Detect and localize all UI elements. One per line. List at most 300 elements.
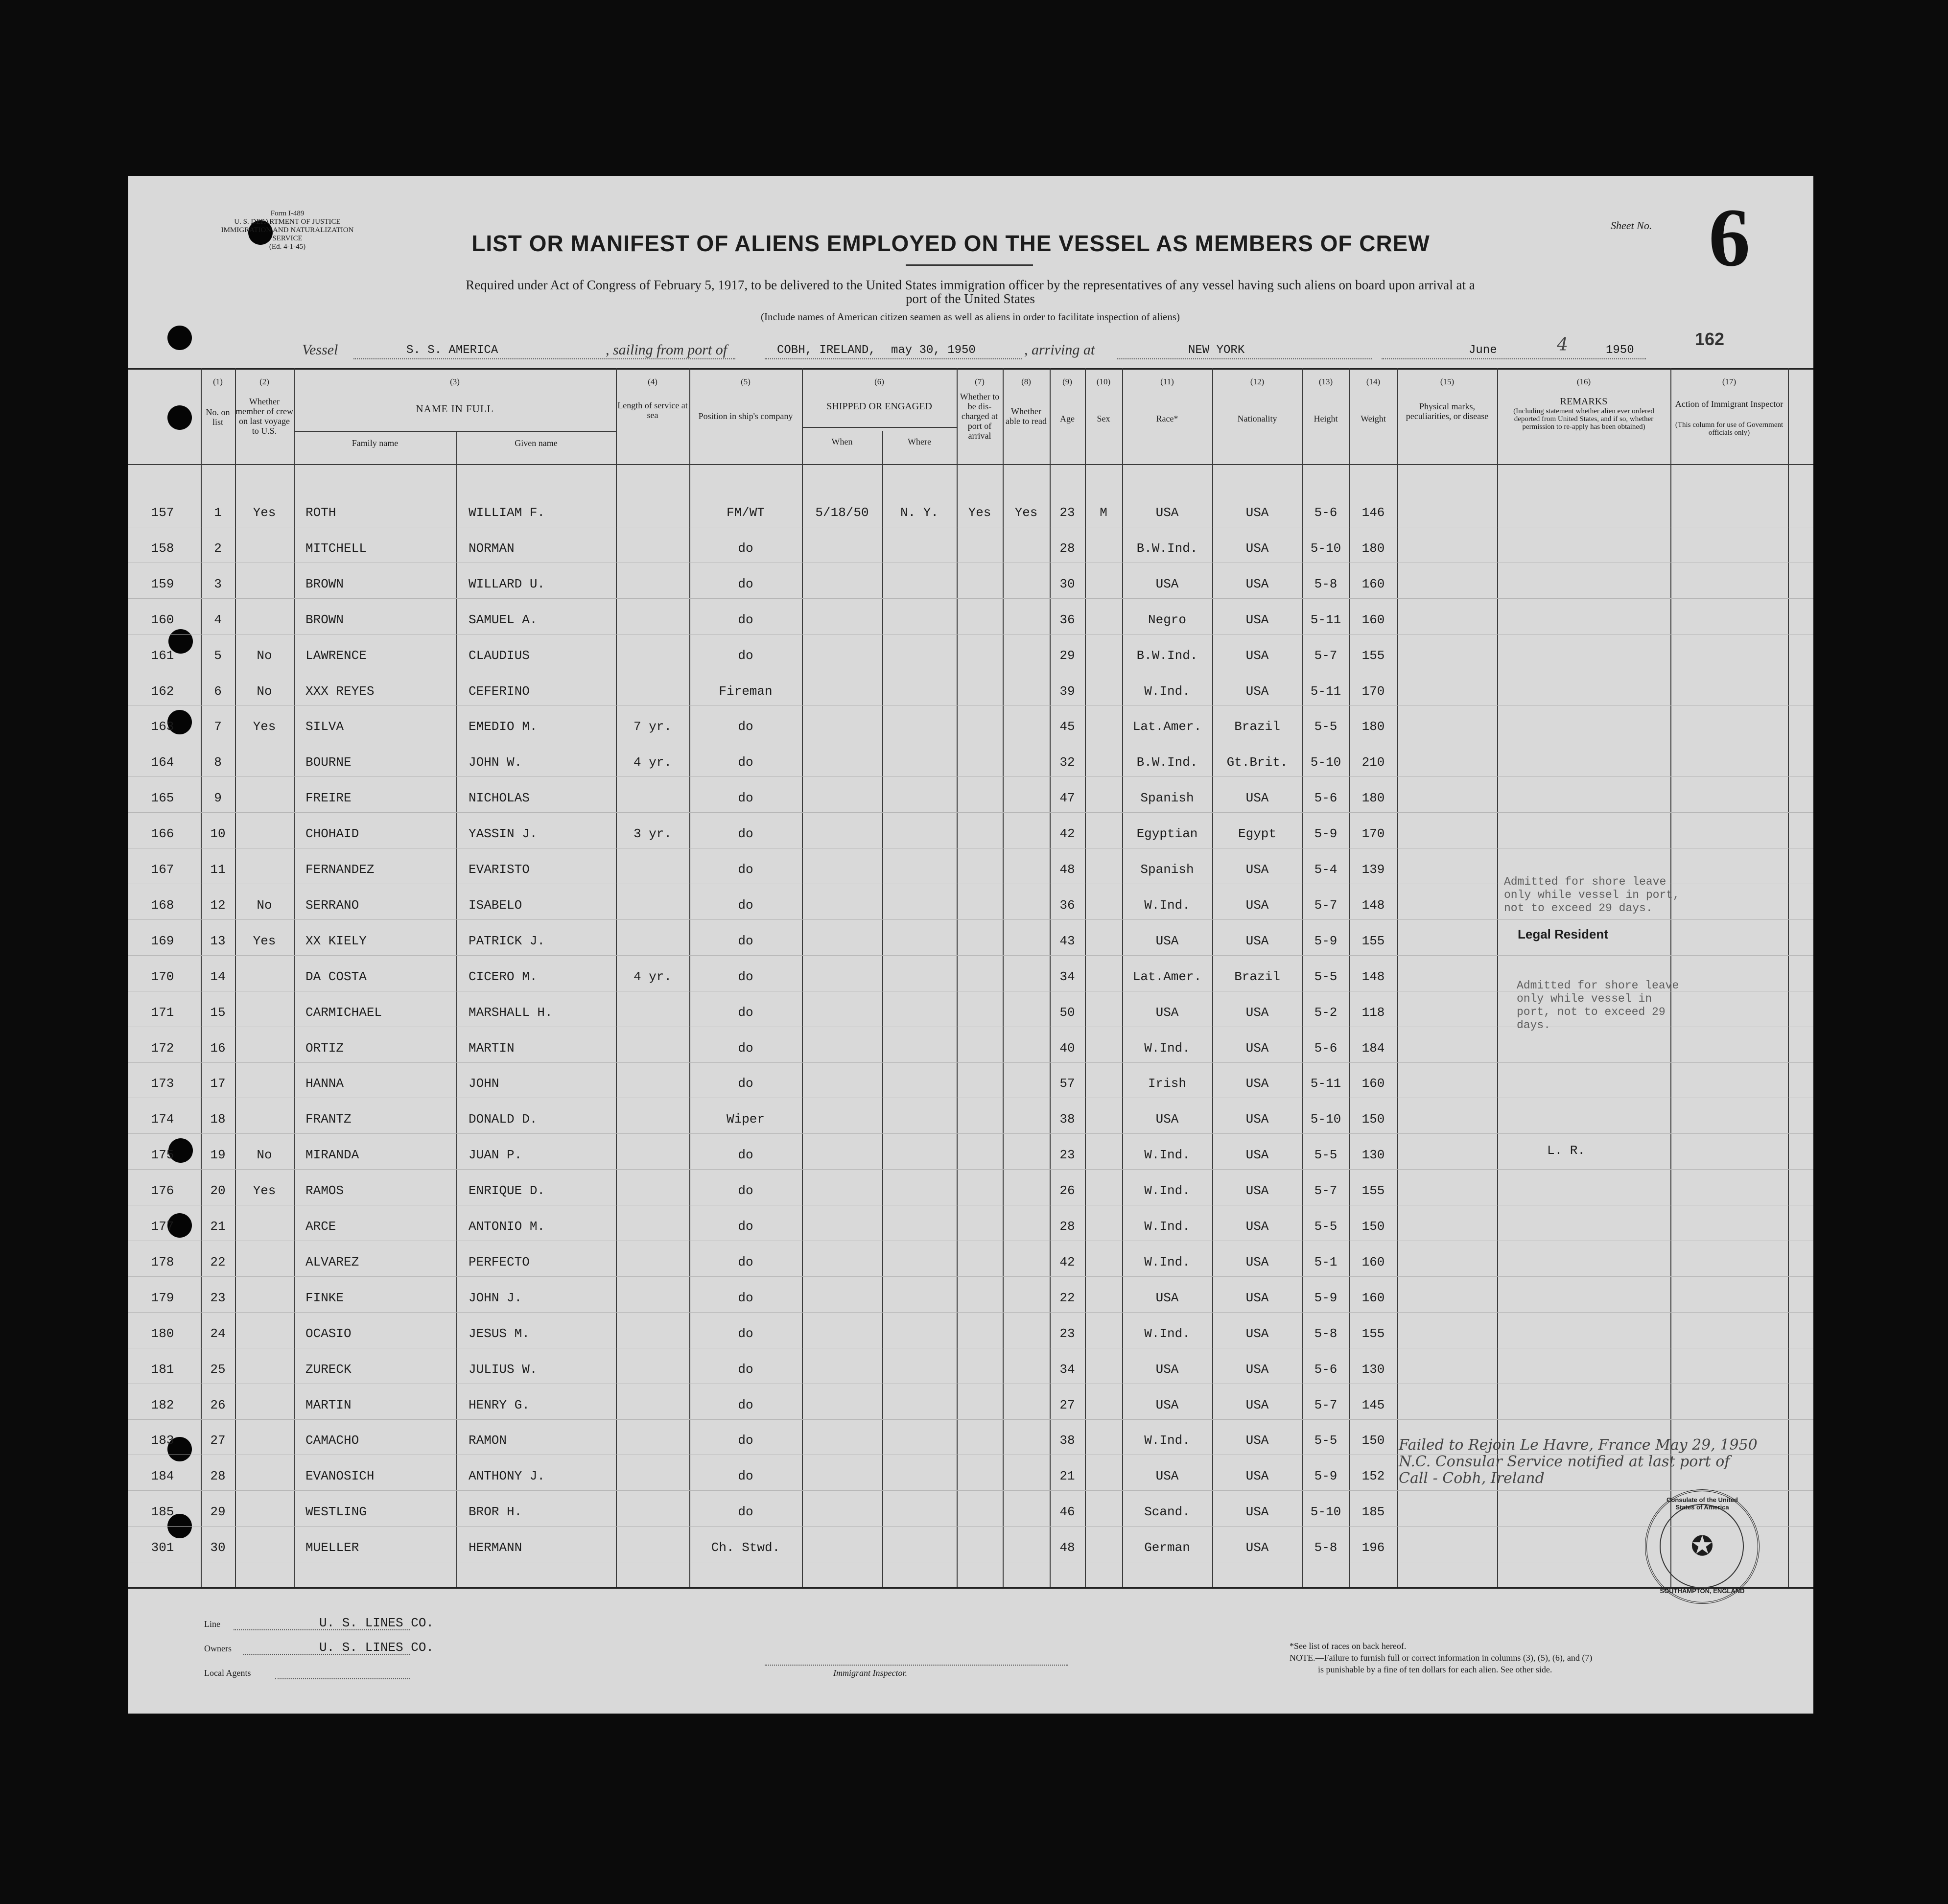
cell-no: 9: [214, 791, 222, 805]
cell-race: W.Ind.: [1144, 1326, 1190, 1341]
cell-position: Fireman: [719, 684, 773, 699]
cell-weight: 170: [1361, 826, 1385, 841]
col-remarks: REMARKS: [1560, 396, 1608, 407]
cell-race: USA: [1155, 934, 1179, 948]
arrival-year: 1950: [1606, 344, 1634, 357]
cell-position: do: [738, 612, 753, 627]
cell-age: 39: [1059, 684, 1075, 699]
cell-nationality: USA: [1245, 1362, 1269, 1377]
row-rule: [128, 919, 1813, 920]
cell-race: USA: [1155, 505, 1179, 520]
row-rule: [128, 776, 1813, 777]
table-bottom-border: [128, 1587, 1813, 1589]
cell-height: 5-6: [1314, 1362, 1338, 1377]
col-shipped-or-engaged: SHIPPED OR ENGAGED: [826, 401, 932, 412]
cell-race: USA: [1155, 1005, 1179, 1020]
row-rule: [128, 1490, 1813, 1491]
cell-age: 29: [1059, 648, 1075, 663]
col-age: Age: [1060, 414, 1075, 423]
cell-given: PERFECTO: [469, 1255, 530, 1269]
cell-age: 28: [1059, 541, 1075, 556]
cell-ref: 171: [151, 1005, 174, 1020]
cell-nationality: Brazil: [1234, 969, 1280, 984]
cell-position: do: [738, 1219, 753, 1234]
cell-age: 26: [1059, 1183, 1075, 1198]
remark-shore-leave-chohaid: Admitted for shore leave only while vessel in port, not to exceed 29 days.: [1517, 979, 1679, 1032]
cell-ref: 158: [151, 541, 174, 556]
cell-given: CLAUDIUS: [469, 648, 530, 663]
column-rule: [235, 368, 236, 1587]
cell-race: German: [1144, 1540, 1190, 1555]
sheet-number-label: Sheet No.: [1611, 219, 1652, 232]
cell-height: 5-8: [1314, 577, 1338, 591]
cell-age: 34: [1059, 1362, 1075, 1377]
cell-age: 48: [1059, 862, 1075, 877]
cell-weight: 150: [1361, 1112, 1385, 1127]
cell-race: USA: [1155, 1362, 1179, 1377]
cell-age: 42: [1059, 826, 1075, 841]
cell-height: 5-9: [1314, 1291, 1338, 1305]
cell-no: 12: [210, 898, 226, 913]
cell-race: Spanish: [1140, 862, 1194, 877]
cell-race: USA: [1155, 1291, 1179, 1305]
cell-family: ORTIZ: [305, 1041, 344, 1056]
cell-age: 57: [1059, 1076, 1075, 1091]
cell-family: XXX REYES: [305, 684, 375, 699]
row-rule: [128, 955, 1813, 956]
cell-no: 23: [210, 1291, 226, 1305]
cell-no: 2: [214, 541, 222, 556]
cell-height: 5-10: [1310, 1112, 1341, 1127]
cell-age: 27: [1059, 1398, 1075, 1412]
col-physical-marks: Physical marks, peculiarities, or disease: [1406, 401, 1489, 421]
cell-height: 5-9: [1314, 1469, 1338, 1483]
cell-family: FERNANDEZ: [305, 862, 375, 877]
cell-position: do: [738, 1291, 753, 1305]
col-weight: Weight: [1361, 414, 1386, 423]
cell-given: JOHN J.: [469, 1291, 522, 1305]
cell-ref: 157: [151, 505, 174, 520]
cell-nationality: USA: [1245, 898, 1269, 913]
cell-last: No: [257, 648, 272, 663]
cell-height: 5-8: [1314, 1540, 1338, 1555]
cell-given: CICERO M.: [469, 969, 538, 984]
remark-shore-leave-silva: Admitted for shore leave only while vessel in port, not to exceed 29 days.: [1504, 875, 1680, 915]
cell-no: 10: [210, 826, 226, 841]
cell-nationality: USA: [1245, 1469, 1269, 1483]
cell-position: do: [738, 1148, 753, 1162]
row-rule: [128, 1526, 1813, 1527]
cell-age: 28: [1059, 1219, 1075, 1234]
cell-ref: 168: [151, 898, 174, 913]
column-rule: [1085, 368, 1086, 1587]
cell-ref: 177: [151, 1219, 174, 1234]
cell-ref: 180: [151, 1326, 174, 1341]
cell-height: 5-5: [1314, 1148, 1338, 1162]
remark-legal-resident: Legal Resident: [1518, 927, 1608, 941]
form-identifier: Form I-489 U. S. DEPARTMENT OF JUSTICE IMMIGRATION AND NATURALIZATION SERVICE (Ed. 4-1-45): [221, 210, 354, 251]
cell-race: B.W.Ind.: [1136, 541, 1198, 556]
cell-position: do: [738, 1076, 753, 1091]
cell-read: Yes: [1014, 505, 1038, 520]
cell-no: 18: [210, 1112, 226, 1127]
cell-ref: 301: [151, 1540, 174, 1555]
cell-given: NICHOLAS: [469, 791, 530, 805]
cell-no: 19: [210, 1148, 226, 1162]
row-rule: [128, 1062, 1813, 1063]
vessel-name: S. S. AMERICA: [406, 344, 498, 357]
cell-given: SAMUEL A.: [469, 612, 538, 627]
cell-given: RAMON: [469, 1433, 507, 1448]
cell-race: Egyptian: [1136, 826, 1198, 841]
cell-no: 7: [214, 719, 222, 734]
cell-age: 40: [1059, 1041, 1075, 1056]
cell-race: USA: [1155, 1112, 1179, 1127]
cell-weight: 150: [1361, 1433, 1385, 1448]
cell-position: do: [738, 969, 753, 984]
cell-family: MITCHELL: [305, 541, 367, 556]
cell-weight: 145: [1361, 1398, 1385, 1412]
departure-date: may 30, 1950: [891, 344, 976, 357]
cell-weight: 155: [1361, 934, 1385, 948]
cell-weight: 160: [1361, 612, 1385, 627]
cell-where: N. Y.: [900, 505, 939, 520]
arrival-month: June: [1469, 344, 1497, 357]
cell-given: JULIUS W.: [469, 1362, 538, 1377]
immigrant-inspector-label: Immigrant Inspector.: [833, 1668, 907, 1678]
cell-age: 38: [1059, 1112, 1075, 1127]
cell-no: 24: [210, 1326, 226, 1341]
cell-family: BROWN: [305, 612, 344, 627]
cell-age: 30: [1059, 577, 1075, 591]
cell-ref: 172: [151, 1041, 174, 1056]
subtitle-note: (Include names of American citizen seamen as well as aliens in order to facilitate inspection of aliens): [760, 311, 1180, 323]
cell-position: do: [738, 541, 753, 556]
cell-given: WILLIAM F.: [469, 505, 545, 520]
cell-family: FREIRE: [305, 791, 352, 805]
cell-weight: 180: [1361, 719, 1385, 734]
cell-race: Lat.Amer.: [1132, 969, 1202, 984]
col-last-voyage: Whether member of crew on last voyage to U.S.: [235, 397, 293, 436]
cell-no: 6: [214, 684, 222, 699]
column-rule: [456, 431, 457, 1587]
row-rule: [128, 1312, 1813, 1313]
cell-family: CHOHAID: [305, 826, 359, 841]
cell-given: HENRY G.: [469, 1398, 530, 1412]
cell-race: W.Ind.: [1144, 1219, 1190, 1234]
cell-height: 5-5: [1314, 1433, 1338, 1448]
cell-ref: 164: [151, 755, 174, 770]
footer-notes: *See list of races on back hereof. NOTE.—Failure to furnish full or correct information in columns (3), (5), (6), and (7) is punishable by a fine of ten dollars for each alien. See other side.: [1290, 1641, 1593, 1674]
row-rule: [128, 598, 1813, 599]
cell-height: 5-4: [1314, 862, 1338, 877]
cell-age: 23: [1059, 1326, 1075, 1341]
cell-ref: 176: [151, 1183, 174, 1198]
cell-race: W.Ind.: [1144, 898, 1190, 913]
cell-family: BOURNE: [305, 755, 352, 770]
cell-ref: 181: [151, 1362, 174, 1377]
cell-ref: 174: [151, 1112, 174, 1127]
cell-race: USA: [1155, 1469, 1179, 1483]
cell-family: FINKE: [305, 1291, 344, 1305]
cell-given: NORMAN: [469, 541, 515, 556]
cell-height: 5-8: [1314, 1326, 1338, 1341]
cell-height: 5-6: [1314, 1041, 1338, 1056]
cell-nationality: USA: [1245, 541, 1269, 556]
title-rule: [906, 264, 1033, 266]
subtitle: Required under Act of Congress of February 5, 1917, to be delivered to the United States immigration officer by the representatives of any vessel having such aliens on board upon arrival at a port of the United States: [466, 278, 1475, 306]
cell-ref: 162: [151, 684, 174, 699]
cell-weight: 152: [1361, 1469, 1385, 1483]
cell-family: MIRANDA: [305, 1148, 359, 1162]
column-rule: [957, 368, 958, 1587]
cell-nationality: USA: [1245, 1291, 1269, 1305]
cell-weight: 155: [1361, 1183, 1385, 1198]
cell-height: 5-7: [1314, 648, 1338, 663]
manifest-sheet: Form I-489 U. S. DEPARTMENT OF JUSTICE IMMIGRATION AND NATURALIZATION SERVICE (Ed. 4-1-45) Sheet No. 6 162 LIST OR MANIFEST OF ALIENS EMPLOYED ON THE VESSEL AS MEMBERS OF CREW Required under Act of Congress of February 5, 1917, to be delivered to the United States immigration officer by the representatives of any vessel having such aliens on board upon arrival at a port of the United States (Include names of American citizen seamen as well as aliens in order to facilitate inspection of aliens) Vessel S. S. AMERICA , sailing from port of COBH, IRELAND, may 30, 1950 , arriving at NEW YORK June 4 1950 (1) No. on list (2) Whether member of crew on last voyage to U.S. (3) NAME IN FULL Family name Given name (4) Length of service at sea (5) Position in ship's company (6) SHIPPED OR ENGAGED When Where (7) Whether to be dis-charged at port of arrival (8) Whether able to read (9) Age (10) Sex (11) Race* (12) Nationality (13) Height (14) Weight (15) Physical marks, peculiarities, or disease (16) REMARKS (Including statement whether alien ever ordered deported from United States, and if so, whether permission to re-apply has been obtained) (17) Action of Immigrant Inspector (This column for use of Government officials only) 157 1 Yes ROTH WILLIAM F. FM/WT 5/18/50 N. Y. Yes Yes 23 M USA USA 5-6 146 158 2 MITCHELL NORMAN do 28 B.W.Ind. USA 5-10 180 159 3 BROWN WILLARD U. do 30 USA USA 5-8 160 160 4 BROWN SAMUEL A. do 36 Negro USA 5-11 160 161 5 No LAWRENCE CLAUDIUS do 29 B.W.Ind. USA 5-7 155 162 6 No XXX REYES CEFERINO Fireman 39 W.Ind. USA 5-11 170 163 7 Yes SILVA EMEDIO M. 7 yr. do 45 Lat.Amer. Brazil 5-5 180 164 8 BOURNE JOHN W. 4 yr. do 32 B.W.Ind. Gt.Brit. 5-10 210 165 9 FREIRE NICHOLAS do 47 Spanish USA 5-6 180 166 10 CHOHAID YASSIN J. 3 yr. do 42 Egyptian Egypt 5-9 170 167 11 FERNANDEZ EVARISTO do 48 Spanish USA 5-4 139 168 12 No SERRANO ISABELO do 36 W.Ind. USA 5-7 148 169 13 Yes XX KIELY PATRICK J. do 43 USA USA 5-9 155 170 14 DA COSTA CICERO M. 4 yr. do 34 Lat.Amer. Brazil 5-5 148 171 15 CARMICHAEL MARSHALL H. do 50 USA USA 5-2 118 172 16 ORTIZ MARTIN do 40 W.Ind. USA 5-6 184 173 17 HANNA JOHN do 57 Irish USA 5-11 160 174 18 FRANTZ DONALD D. Wiper 38 USA USA 5-10 150 175 19 No MIRANDA JUAN P. do 23 W.Ind. USA 5-5 130 176 20 Yes RAMOS ENRIQUE D. do 26 W.Ind. USA 5-7 155 177 21 ARCE ANTONIO M. do 28 W.Ind. USA 5-5 150 178 22 ALVAREZ PERFECTO do 42 W.Ind. USA 5-1 160 179 23 FINKE JOHN J. do 22 USA USA 5-9 160 180 24 OCASIO JESUS M. do 23 W.Ind. USA 5-8 155 181 25 ZURECK JULIUS W. do 34 USA USA 5-6 130 182 26 MARTIN HENRY G. do 27 USA USA 5-7 145 183 27 CAMACHO RAMON do 38 W.Ind. USA 5-5 150 184 28 EVANOSICH ANTHONY J. do 21 USA USA 5-9 152 185 29 WESTLING BROR H. do 46 Scand. USA 5-10 185 301 30 MUELLER HERMANN Ch. Stwd. 48 German USA 5-8 196 Admitted for shore leave only while vessel in port, not to exceed 29 days. Legal Resident Admitted for shore leave only while vessel in port, not to exceed 29 days. L. R. Failed to Rejoin Le Havre, France May 29, 1950 N.C. Consular Service notified at last port of Call - Cobh, Ireland Consulate of the United States of America ✪ SOUTHAMPTON, ENGLAND Line U. S. LINES CO. Owners U. S. LINES CO. Local Agents Immigrant Inspector. *See list of races on back hereof. NOTE.—Failure to furnish full or correct information in columns (3), (5), (6), and (7) is punishable by a fine of ten dollars for each alien. See other side.: [128, 176, 1813, 1714]
col-length-of-service: Length of service at sea: [617, 400, 688, 420]
cell-last: No: [257, 684, 272, 699]
line-value: U. S. LINES CO.: [319, 1616, 434, 1630]
cell-race: USA: [1155, 1398, 1179, 1412]
cell-height: 5-7: [1314, 1398, 1338, 1412]
cell-no: 1: [214, 505, 222, 520]
col-given-name: Given name: [515, 438, 558, 448]
cell-family: HANNA: [305, 1076, 344, 1091]
cell-nationality: USA: [1245, 505, 1269, 520]
page-stamp: 162: [1695, 329, 1725, 349]
cell-no: 28: [210, 1469, 226, 1483]
cell-race: W.Ind.: [1144, 1148, 1190, 1162]
cell-nationality: Brazil: [1234, 719, 1280, 734]
cell-nationality: USA: [1245, 577, 1269, 591]
cell-weight: 150: [1361, 1219, 1385, 1234]
row-rule: [128, 1419, 1813, 1420]
column-rule: [1003, 368, 1004, 1587]
row-rule: [128, 1133, 1813, 1134]
cell-nationality: USA: [1245, 1041, 1269, 1056]
cell-given: JUAN P.: [469, 1148, 522, 1162]
owners-label: Owners: [204, 1644, 232, 1653]
cell-family: MUELLER: [305, 1540, 359, 1555]
cell-family: BROWN: [305, 577, 344, 591]
cell-no: 27: [210, 1433, 226, 1448]
cell-ref: 161: [151, 648, 174, 663]
cell-nationality: USA: [1245, 1219, 1269, 1234]
cell-no: 17: [210, 1076, 226, 1091]
cell-weight: 160: [1361, 577, 1385, 591]
cell-weight: 148: [1361, 898, 1385, 913]
cell-last: No: [257, 898, 272, 913]
cell-given: ANTHONY J.: [469, 1469, 545, 1483]
cell-height: 5-9: [1314, 826, 1338, 841]
cell-given: ENRIQUE D.: [469, 1183, 545, 1198]
cell-height: 5-6: [1314, 505, 1338, 520]
cell-position: do: [738, 755, 753, 770]
cell-ref: 173: [151, 1076, 174, 1091]
cell-family: FRANTZ: [305, 1112, 352, 1127]
cell-race: Negro: [1148, 612, 1186, 627]
column-rule: [1670, 368, 1671, 1587]
cell-height: 5-5: [1314, 719, 1338, 734]
cell-height: 5-10: [1310, 755, 1341, 770]
cell-age: 45: [1059, 719, 1075, 734]
cell-given: YASSIN J.: [469, 826, 538, 841]
cell-family: LAWRENCE: [305, 648, 367, 663]
cell-ref: 178: [151, 1255, 174, 1269]
column-rule: [882, 431, 883, 1587]
cell-position: do: [738, 826, 753, 841]
cell-age: 42: [1059, 1255, 1075, 1269]
cell-no: 4: [214, 612, 222, 627]
col-nationality: Nationality: [1237, 414, 1277, 423]
cell-when: 5/18/50: [815, 505, 869, 520]
cell-no: 25: [210, 1362, 226, 1377]
cell-weight: 155: [1361, 1326, 1385, 1341]
col-no-on-list: No. on list: [206, 407, 230, 427]
cell-race: Irish: [1148, 1076, 1186, 1091]
cell-age: 46: [1059, 1504, 1075, 1519]
row-rule: [128, 705, 1813, 706]
cell-height: 5-5: [1314, 1219, 1338, 1234]
cell-weight: 180: [1361, 541, 1385, 556]
cell-nationality: USA: [1245, 862, 1269, 877]
cell-position: do: [738, 1362, 753, 1377]
col-position: Position in ship's company: [698, 411, 793, 421]
cell-ref: 183: [151, 1433, 174, 1448]
cell-height: 5-6: [1314, 791, 1338, 805]
cell-family: ROTH: [305, 505, 336, 520]
cell-family: DA COSTA: [305, 969, 367, 984]
cell-position: do: [738, 934, 753, 948]
departure-port: COBH, IRELAND,: [777, 344, 876, 357]
column-rule: [1397, 368, 1398, 1587]
cell-last: No: [257, 1148, 272, 1162]
cell-weight: 148: [1361, 969, 1385, 984]
col-when: When: [831, 437, 853, 447]
cell-no: 22: [210, 1255, 226, 1269]
cell-weight: 185: [1361, 1504, 1385, 1519]
cell-age: 38: [1059, 1433, 1075, 1448]
cell-height: 5-7: [1314, 1183, 1338, 1198]
cell-given: JESUS M.: [469, 1326, 530, 1341]
sailing-label: , sailing from port of: [606, 342, 728, 358]
cell-position: do: [738, 1255, 753, 1269]
cell-weight: 160: [1361, 1076, 1385, 1091]
cell-ref: 175: [151, 1148, 174, 1162]
row-rule: [128, 1169, 1813, 1170]
cell-nationality: USA: [1245, 1112, 1269, 1127]
cell-no: 13: [210, 934, 226, 948]
cell-weight: 170: [1361, 684, 1385, 699]
cell-given: CEFERINO: [469, 684, 530, 699]
cell-weight: 210: [1361, 755, 1385, 770]
cell-given: JOHN: [469, 1076, 499, 1091]
cell-nationality: Egypt: [1238, 826, 1276, 841]
col-sex: Sex: [1097, 414, 1110, 423]
cell-race: Scand.: [1144, 1504, 1190, 1519]
cell-weight: 196: [1361, 1540, 1385, 1555]
cell-service: 3 yr.: [633, 826, 672, 841]
cell-position: do: [738, 577, 753, 591]
cell-ref: 163: [151, 719, 174, 734]
cell-ref: 167: [151, 862, 174, 877]
line-label: Line: [204, 1619, 220, 1629]
cell-position: FM/WT: [726, 505, 765, 520]
row-rule: [128, 634, 1813, 635]
cell-nationality: USA: [1245, 1398, 1269, 1412]
cell-position: do: [738, 1504, 753, 1519]
cell-given: ISABELO: [469, 898, 522, 913]
cell-no: 29: [210, 1504, 226, 1519]
cell-position: do: [738, 1469, 753, 1483]
column-rule: [802, 368, 803, 1587]
cell-position: do: [738, 1005, 753, 1020]
cell-weight: 155: [1361, 648, 1385, 663]
remark-lr: L. R.: [1547, 1143, 1586, 1158]
arriving-label: , arriving at: [1024, 342, 1095, 358]
cell-height: 5-11: [1310, 684, 1341, 699]
sheet-number: 6: [1709, 191, 1750, 283]
cell-ref: 170: [151, 969, 174, 984]
cell-age: 23: [1059, 505, 1075, 520]
col-inspector-action: Action of Immigrant Inspector: [1675, 399, 1784, 409]
cell-height: 5-1: [1314, 1255, 1338, 1269]
col-inspector-note: (This column for use of Government officials only): [1675, 421, 1784, 437]
cell-weight: 160: [1361, 1291, 1385, 1305]
cell-sex: M: [1100, 505, 1107, 520]
cell-family: ZURECK: [305, 1362, 352, 1377]
cell-ref: 160: [151, 612, 174, 627]
col-able-to-read: Whether able to read: [1006, 406, 1047, 426]
cell-weight: 139: [1361, 862, 1385, 877]
cell-age: 48: [1059, 1540, 1075, 1555]
cell-ref: 182: [151, 1398, 174, 1412]
cell-position: do: [738, 1398, 753, 1412]
cell-race: Spanish: [1140, 791, 1194, 805]
cell-nationality: USA: [1245, 1540, 1269, 1555]
cell-race: B.W.Ind.: [1136, 755, 1198, 770]
cell-age: 50: [1059, 1005, 1075, 1020]
cell-race: USA: [1155, 577, 1179, 591]
cell-weight: 146: [1361, 505, 1385, 520]
cell-no: 5: [214, 648, 222, 663]
punch-hole: [167, 326, 192, 350]
col-where: Where: [908, 437, 931, 447]
cell-height: 5-7: [1314, 898, 1338, 913]
cell-nationality: USA: [1245, 648, 1269, 663]
cell-given: MARTIN: [469, 1041, 515, 1056]
cell-race: B.W.Ind.: [1136, 648, 1198, 663]
cell-position: do: [738, 719, 753, 734]
cell-race: W.Ind.: [1144, 1255, 1190, 1269]
cell-given: ANTONIO M.: [469, 1219, 545, 1234]
cell-last: Yes: [253, 505, 276, 520]
cell-nationality: USA: [1245, 684, 1269, 699]
cell-position: do: [738, 1326, 753, 1341]
cell-given: EMEDIO M.: [469, 719, 538, 734]
arrival-port: NEW YORK: [1188, 344, 1245, 357]
arrival-day: 4: [1557, 335, 1568, 355]
cell-given: MARSHALL H.: [469, 1005, 553, 1020]
cell-family: MARTIN: [305, 1398, 352, 1412]
cell-nationality: USA: [1245, 1326, 1269, 1341]
punch-hole: [167, 405, 192, 430]
cell-given: EVARISTO: [469, 862, 530, 877]
column-rule: [1497, 368, 1498, 1587]
cell-no: 15: [210, 1005, 226, 1020]
cell-service: 4 yr.: [633, 969, 672, 984]
